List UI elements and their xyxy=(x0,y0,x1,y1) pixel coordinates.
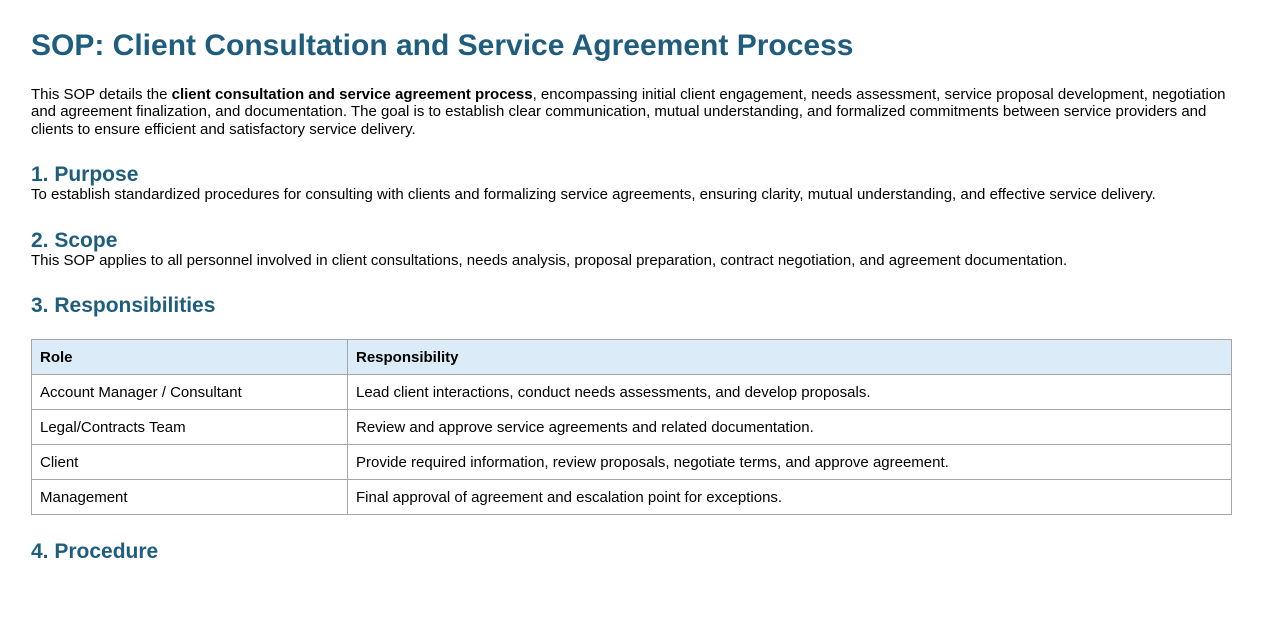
table-cell-role: Account Manager / Consultant xyxy=(32,375,348,410)
table-cell-responsibility: Review and approve service agreements and related documentation. xyxy=(348,410,1232,445)
table-cell-role: Client xyxy=(32,445,348,480)
table-cell-responsibility: Provide required information, review proposals, negotiate terms, and approve agreement. xyxy=(348,445,1232,480)
page-title: SOP: Client Consultation and Service Agreement Process xyxy=(31,29,854,62)
responsibilities-table xyxy=(31,339,1232,515)
intro-text-bold: client consultation and service agreement process xyxy=(171,85,533,103)
table-header-role: Role xyxy=(32,340,348,375)
intro-text-after: , encompassing initial client engagement, needs assessment, service proposal development, negotiation and agreement finalization, and documentation. The goal is to establish clear communication, mutual understanding, and formalized commitments between service providers and clients to ensure efficient and satisfactory service delivery. xyxy=(31,85,1226,138)
table-row xyxy=(32,375,1232,410)
table-header-responsibility: Responsibility xyxy=(348,340,1232,375)
intro-text-before: This SOP details the xyxy=(31,85,172,103)
section-heading-procedure: 4. Procedure xyxy=(31,540,159,564)
table-cell-role: Management xyxy=(32,480,348,515)
section-heading-scope: 2. Scope xyxy=(31,228,118,252)
table-header-row xyxy=(32,340,1232,375)
table-cell-responsibility: Final approval of agreement and escalation point for exceptions. xyxy=(348,480,1232,515)
intro-paragraph xyxy=(31,86,1232,139)
section-heading-responsibilities: 3. Responsibilities xyxy=(31,294,216,318)
table-cell-responsibility: Lead client interactions, conduct needs assessments, and develop proposals. xyxy=(348,375,1232,410)
table-row xyxy=(32,410,1232,445)
table-row xyxy=(32,445,1232,480)
table-cell-role: Legal/Contracts Team xyxy=(32,410,348,445)
purpose-paragraph: To establish standardized procedures for consulting with clients and formalizing service agreements, ensuring clarity, mutual understanding, and effective service delivery. xyxy=(31,186,1156,204)
scope-paragraph: This SOP applies to all personnel involved in client consultations, needs analysis, proposal preparation, contract negotiation, and agreement documentation. xyxy=(31,251,1068,269)
table-row xyxy=(32,480,1232,515)
section-heading-purpose: 1. Purpose xyxy=(31,163,139,186)
